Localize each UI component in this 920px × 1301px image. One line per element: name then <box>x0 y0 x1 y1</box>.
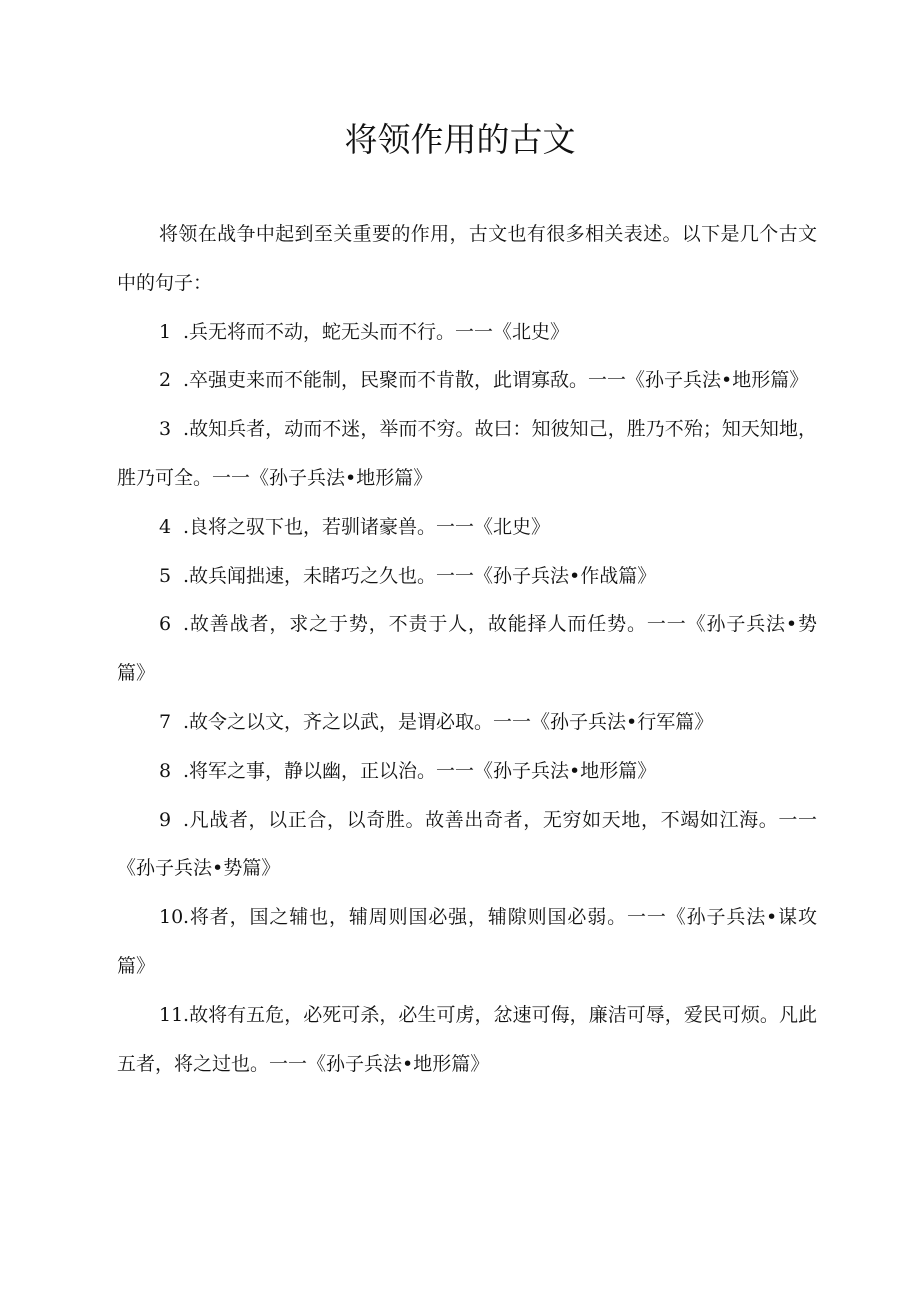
quote-number: 6 <box>159 613 172 636</box>
quote-item <box>117 747 817 796</box>
quote-item <box>117 308 817 357</box>
quote-item <box>117 796 817 894</box>
quote-number: 3 <box>159 418 172 441</box>
document-body <box>117 210 817 1088</box>
quote-item <box>117 893 817 991</box>
quote-item <box>117 991 817 1089</box>
quote-item <box>117 552 817 601</box>
quote-text: .将军之事，静以幽，正以治。一一《孙子兵法•地形篇》 <box>183 759 657 782</box>
quote-item <box>117 356 817 405</box>
quote-number: 5 <box>159 564 172 587</box>
quote-number: 11 <box>159 1003 184 1026</box>
quote-number: 8 <box>159 759 172 782</box>
quote-text: .故知兵者，动而不迷，举而不穷。故曰：知彼知己，胜乃不殆；知天知地，胜乃可全。一一《孙子兵法•地形篇》 <box>117 418 817 489</box>
quote-item <box>117 405 817 503</box>
quote-text: .兵无将而不动，蛇无头而不行。一一《北史》 <box>183 320 570 343</box>
quote-text: .卒强吏来而不能制，民聚而不肯散，此谓寡敌。一一《孙子兵法•地形篇》 <box>183 369 809 392</box>
quote-text: .故兵闻拙速，未睹巧之久也。一一《孙子兵法•作战篇》 <box>183 564 657 587</box>
quote-text: .将者，国之辅也，辅周则国必强，辅隙则国必弱。一一《孙子兵法•谋攻篇》 <box>117 906 817 977</box>
quote-text: .凡战者，以正合，以奇胜。故善出奇者，无穷如天地，不竭如江海。一一《孙子兵法•势篇》 <box>117 808 817 880</box>
quote-item <box>117 698 817 747</box>
quote-text: .故令之以文，齐之以武，是谓必取。一一《孙子兵法•行军篇》 <box>183 710 714 733</box>
quote-number: 1 <box>159 320 172 343</box>
quote-number: 7 <box>159 710 172 733</box>
page-title: 将领作用的古文 <box>344 120 576 159</box>
quote-number: 9 <box>159 808 172 831</box>
quote-item <box>117 600 817 698</box>
quote-item <box>117 503 817 552</box>
quote-number: 4 <box>159 515 172 538</box>
quote-number: 2 <box>159 369 172 392</box>
quote-text: .故善战者，求之于势，不责于人，故能择人而任势。一一《孙子兵法•势篇》 <box>117 613 817 685</box>
quote-text: .良将之驭下也，若驯诸豪兽。一一《北史》 <box>183 515 551 538</box>
quote-text: .故将有五危，必死可杀，必生可虏，忿速可侮，廉洁可辱，爱民可烦。凡此五者，将之过也。一一《孙子兵法•地形篇》 <box>117 1003 817 1075</box>
intro-paragraph: 将领在战争中起到至关重要的作用，古文也有很多相关表述。以下是几个古文中的句子： <box>117 223 817 294</box>
quote-number: 10 <box>159 906 184 929</box>
